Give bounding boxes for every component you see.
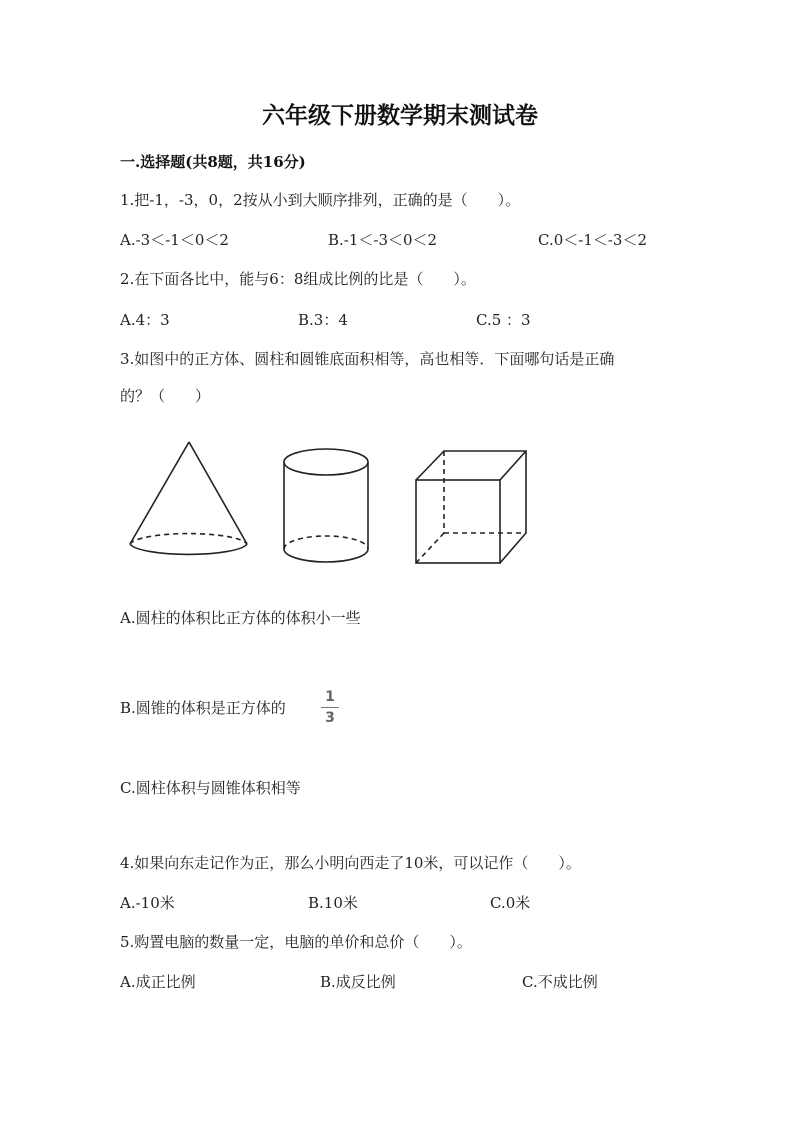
question-3-option-a: A.圆柱的体积比正方体的体积小一些	[120, 609, 361, 627]
cone-figure	[130, 442, 247, 554]
question-5-text: 5.购置电脑的数量一定，电脑的单价和总价（ ）。	[120, 933, 472, 951]
question-4-option-b: B.10米	[308, 894, 358, 912]
question-1-text: 1.把-1，-3，0，2按从小到大顺序排列，正确的是（ ）。	[120, 191, 521, 209]
question-2-option-b: B.3：4	[298, 311, 348, 329]
section-heading: 一.选择题(共8题，共16分)	[120, 153, 306, 171]
page-title: 六年级下册数学期末测试卷	[262, 102, 538, 129]
question-1-option-a: A.-3＜-1＜0＜2	[120, 231, 229, 249]
question-3-text-line-2: 的？（ ）	[120, 387, 211, 405]
solid-figures	[120, 436, 540, 566]
question-4-text: 4.如果向东走记作为正，那么小明向西走了10米，可以记作（ ）。	[120, 854, 581, 872]
question-4-option-a: A.-10米	[120, 894, 175, 912]
question-2-option-c: C.5 ：3	[476, 311, 531, 329]
fraction-numerator: 1	[325, 689, 335, 705]
question-5-option-a: A.成正比例	[120, 973, 196, 991]
fraction-one-third	[318, 689, 342, 726]
question-2-text: 2.在下面各比中，能与6：8组成比例的比是（ ）。	[120, 270, 476, 288]
question-4-option-c: C.0米	[490, 894, 531, 912]
question-1-option-c: C.0＜-1＜-3＜2	[538, 231, 648, 249]
question-3-option-b: B.圆锥的体积是正方体的	[120, 699, 286, 717]
cube-figure	[416, 451, 526, 563]
fraction-bar	[321, 707, 339, 708]
question-1-option-b: B.-1＜-3＜0＜2	[328, 231, 438, 249]
question-3-text-line-1: 3.如图中的正方体、圆柱和圆锥底面积相等，高也相等．下面哪句话是正确	[120, 350, 615, 368]
fraction-denominator: 3	[325, 710, 335, 726]
question-5-option-b: B.成反比例	[320, 973, 396, 991]
question-3-option-c: C.圆柱体积与圆锥体积相等	[120, 779, 301, 797]
question-2-option-a: A.4：3	[120, 311, 170, 329]
question-5-option-c: C.不成比例	[522, 973, 598, 991]
cylinder-figure	[284, 449, 368, 562]
